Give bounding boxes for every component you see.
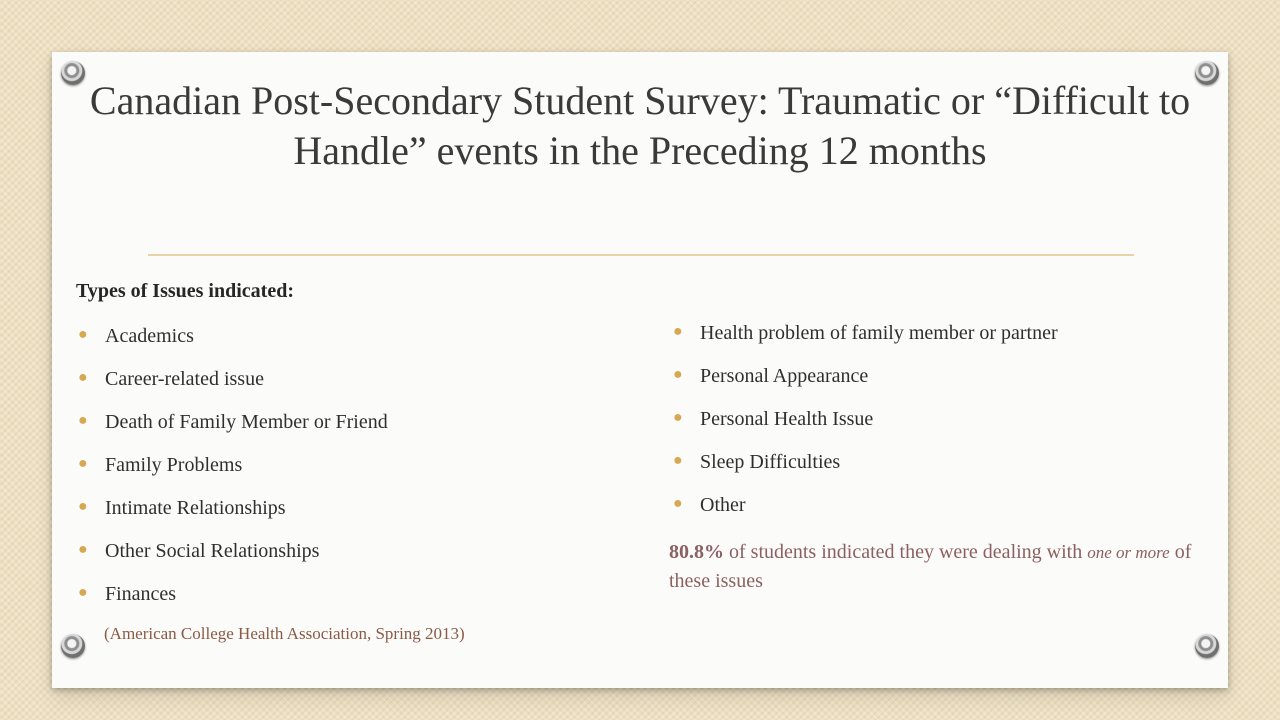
- survey-statistic: [669, 538, 1214, 596]
- bullet-dot-icon: ●: [78, 455, 88, 472]
- list-item: [671, 321, 1058, 364]
- list-item-label: Health problem of family member or partner: [700, 322, 1058, 344]
- right-issues-list: [671, 321, 1058, 536]
- list-item: [76, 410, 388, 453]
- list-item-label: Academics: [105, 325, 194, 347]
- bullet-dot-icon: ●: [78, 498, 88, 515]
- slide-title: Canadian Post-Secondary Student Survey: Traumatic or “Difficult to Handle” events in the Preceding 12 months: [89, 78, 1191, 173]
- issues-heading: Types of Issues indicated:: [76, 280, 294, 302]
- bullet-dot-icon: ●: [78, 369, 88, 386]
- list-item: [76, 453, 388, 496]
- rivet-bottom-left-icon: [61, 634, 85, 658]
- left-issues-list: [76, 324, 388, 625]
- rivet-bottom-right-icon: [1195, 634, 1219, 658]
- bullet-dot-icon: ●: [673, 366, 683, 383]
- list-item: [76, 539, 388, 582]
- list-item-label: Personal Appearance: [700, 365, 869, 387]
- bullet-dot-icon: ●: [78, 412, 88, 429]
- stat-text-end: of these issues: [669, 541, 1192, 592]
- citation: (American College Health Association, Spring 2013): [104, 624, 465, 643]
- title-divider: [148, 254, 1134, 256]
- list-item-label: Family Problems: [105, 454, 243, 476]
- list-item-label: Death of Family Member or Friend: [105, 411, 388, 433]
- list-item-label: Other: [700, 494, 746, 516]
- list-item-label: Finances: [105, 583, 177, 605]
- list-item: [671, 407, 1058, 450]
- list-item-label: Career-related issue: [105, 368, 264, 390]
- list-item-label: Other Social Relationships: [105, 540, 320, 562]
- list-item-label: Personal Health Issue: [700, 408, 874, 430]
- stat-emphasis: one or more: [1087, 543, 1170, 562]
- stat-value: 80.8%: [669, 541, 724, 563]
- bullet-dot-icon: ●: [673, 323, 683, 340]
- list-item: [671, 493, 1058, 536]
- bullet-dot-icon: ●: [78, 584, 88, 601]
- list-item: [671, 364, 1058, 407]
- bullet-dot-icon: ●: [673, 409, 683, 426]
- list-item: [76, 367, 388, 410]
- list-item: [671, 450, 1058, 493]
- bullet-dot-icon: ●: [78, 326, 88, 343]
- bullet-dot-icon: ●: [673, 495, 683, 512]
- list-item: [76, 496, 388, 539]
- stat-text-start: of students indicated they were dealing with: [724, 541, 1088, 563]
- list-item: [76, 582, 388, 625]
- bullet-dot-icon: ●: [673, 452, 683, 469]
- list-item-label: Intimate Relationships: [105, 497, 286, 519]
- list-item: [76, 324, 388, 367]
- list-item-label: Sleep Difficulties: [700, 451, 841, 473]
- bullet-dot-icon: ●: [78, 541, 88, 558]
